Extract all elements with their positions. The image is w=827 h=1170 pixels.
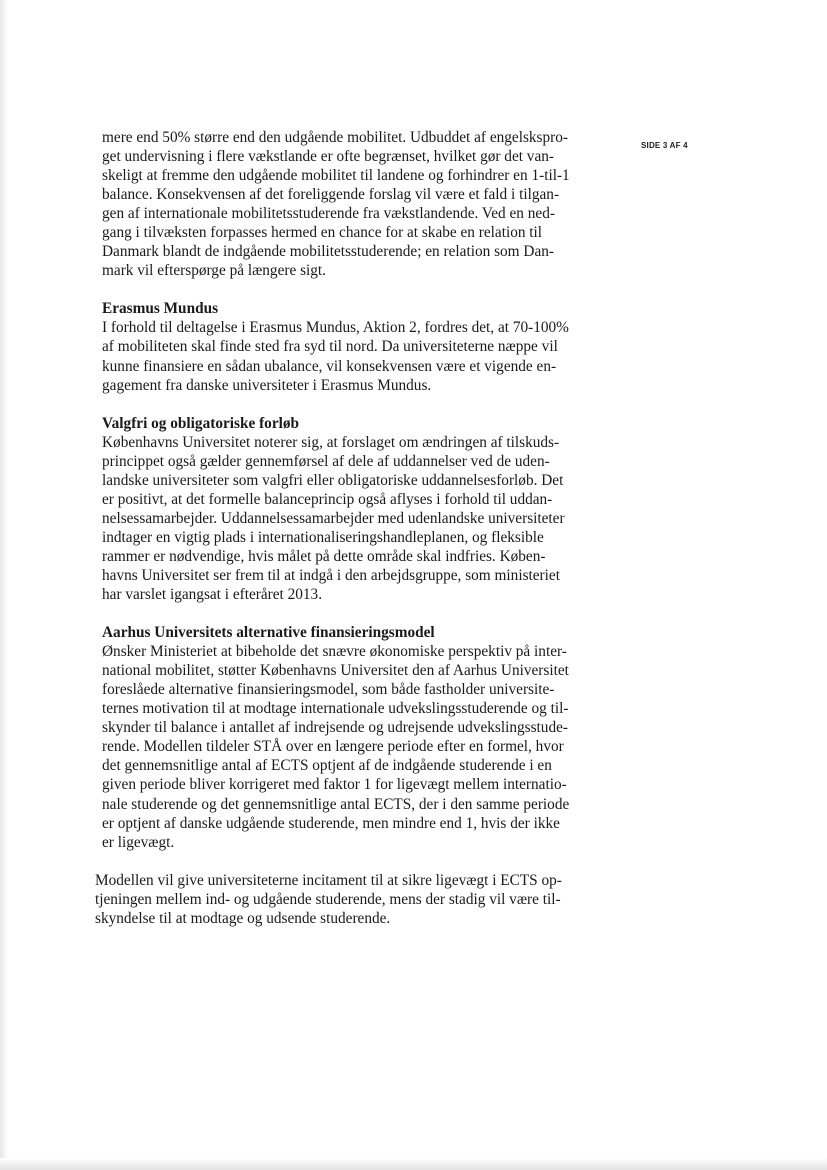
text-line: Danmark blandt de indgående mobilitetsstuderende; en relation som Dan-	[102, 243, 554, 261]
section-valgfri-forloeb	[102, 414, 602, 604]
text-line: mark vil efterspørge på længere sigt.	[102, 262, 327, 280]
paragraph-gap	[102, 280, 602, 299]
closing-paragraph	[95, 871, 602, 928]
text-line: er positivt, at det formelle balanceprincip også aflyses i forhold til uddan-	[102, 490, 553, 508]
text-line: indtager en vigtig plads i internationaliseringshandleplanen, og fleksible	[102, 528, 544, 546]
text-line: princippet også gælder gennemførsel af dele af uddannelser ved de uden-	[102, 452, 550, 470]
section-heading: Valgfri og obligatoriske forløb	[102, 414, 300, 432]
text-line: mere end 50% større end den udgående mobilitet. Udbuddet af engelskspro-	[102, 129, 568, 146]
text-line: nelsessamarbejder. Uddannelsessamarbejder med udenlandske universiteter	[102, 509, 565, 527]
page-number-label: SIDE 3 AF 4	[641, 141, 688, 150]
text-line: havns Universitet ser frem til at indgå i den arbejdsgruppe, som ministeriet	[102, 566, 560, 584]
text-line: Ønsker Ministeriet at bibeholde det snævre økonomiske perspektiv på inter-	[102, 643, 567, 661]
section-heading: Aarhus Universitets alternative finansieringsmodel	[102, 624, 435, 642]
text-line: get undervisning i flere vækstlande er ofte begrænset, hvilket gør det van-	[102, 148, 554, 166]
paragraph-gap	[102, 395, 602, 414]
text-line: det gennemsnitlige antal af ECTS optjent af de indgående studerende i en	[102, 757, 552, 775]
text-line: Københavns Universitet noterer sig, at forslaget om ændringen af tilskuds-	[102, 433, 560, 451]
text-line: har varslet igangsat i efteråret 2013.	[102, 586, 323, 604]
intro-paragraph	[102, 128, 602, 280]
document-body	[95, 128, 602, 928]
text-line: balance. Konsekvensen af det foreliggende forslag vil være et fald i tilgan-	[102, 186, 560, 204]
text-line: gagement fra danske universiteter i Erasmus Mundus.	[102, 376, 432, 394]
text-line: Modellen vil give universiteterne incitament til at sikre ligevægt i ECTS op-	[95, 871, 562, 889]
scan-bottom-shadow	[0, 1158, 827, 1170]
section-heading: Erasmus Mundus	[102, 300, 219, 318]
text-line: landske universiteter som valgfri eller obligatoriske uddannelsesforløb. Det	[102, 471, 564, 489]
section-aarhus-model	[102, 623, 602, 852]
text-line: given periode bliver korrigeret med faktor 1 for ligevægt mellem internatio-	[102, 776, 567, 794]
text-line: skyndelse til at modtage og udsende studerende.	[95, 909, 391, 927]
text-line: skeligt at fremme den udgående mobilitet til landene og forhindrer en 1-til-1	[102, 167, 570, 185]
section-erasmus-mundus	[102, 299, 602, 394]
text-line: er optjent af danske udgående studerende, men mindre end 1, hvis der ikke	[102, 814, 560, 832]
text-line: af mobiliteten skal finde sted fra syd til nord. Da universiteterne næppe vil	[102, 338, 558, 356]
text-line: I forhold til deltagelse i Erasmus Mundus, Aktion 2, fordres det, at 70-100%	[102, 319, 569, 337]
text-line: rende. Modellen tildeler STÅ over en længere periode efter en formel, hvor	[102, 738, 564, 756]
text-line: gang i tilvæksten forpasses hermed en chance for at skabe en relation til	[102, 224, 543, 242]
text-line: foreslåede alternative finansieringsmodel, som både fastholder universite-	[102, 681, 555, 699]
text-line: skynder til balance i antallet af indrejsende og udrejsende udvekslingsstude-	[102, 719, 568, 737]
text-line: nale studerende og det gennemsnitlige antal ECTS, der i den samme periode	[102, 795, 570, 813]
text-line: national mobilitet, støtter Københavns Universitet den af Aarhus Universitet	[102, 662, 569, 680]
text-line: er ligevægt.	[102, 833, 175, 851]
text-line: ternes motivation til at modtage internationale udvekslingsstuderende og til-	[102, 700, 569, 718]
scan-edge-shadow	[0, 0, 9, 1170]
text-line: rammer er nødvendige, hvis målet på dette område skal indfries. Køben-	[102, 547, 546, 565]
text-line: gen af internationale mobilitetsstuderende fra vækstlandende. Ved en ned-	[102, 205, 555, 223]
paragraph-gap	[102, 852, 602, 871]
text-line: kunne finansiere en sådan ubalance, vil konsekvensen være et vigende en-	[102, 357, 557, 375]
text-line: tjeningen mellem ind- og udgående studerende, mens der stadig vil være til-	[95, 890, 561, 908]
paragraph-gap	[102, 604, 602, 623]
